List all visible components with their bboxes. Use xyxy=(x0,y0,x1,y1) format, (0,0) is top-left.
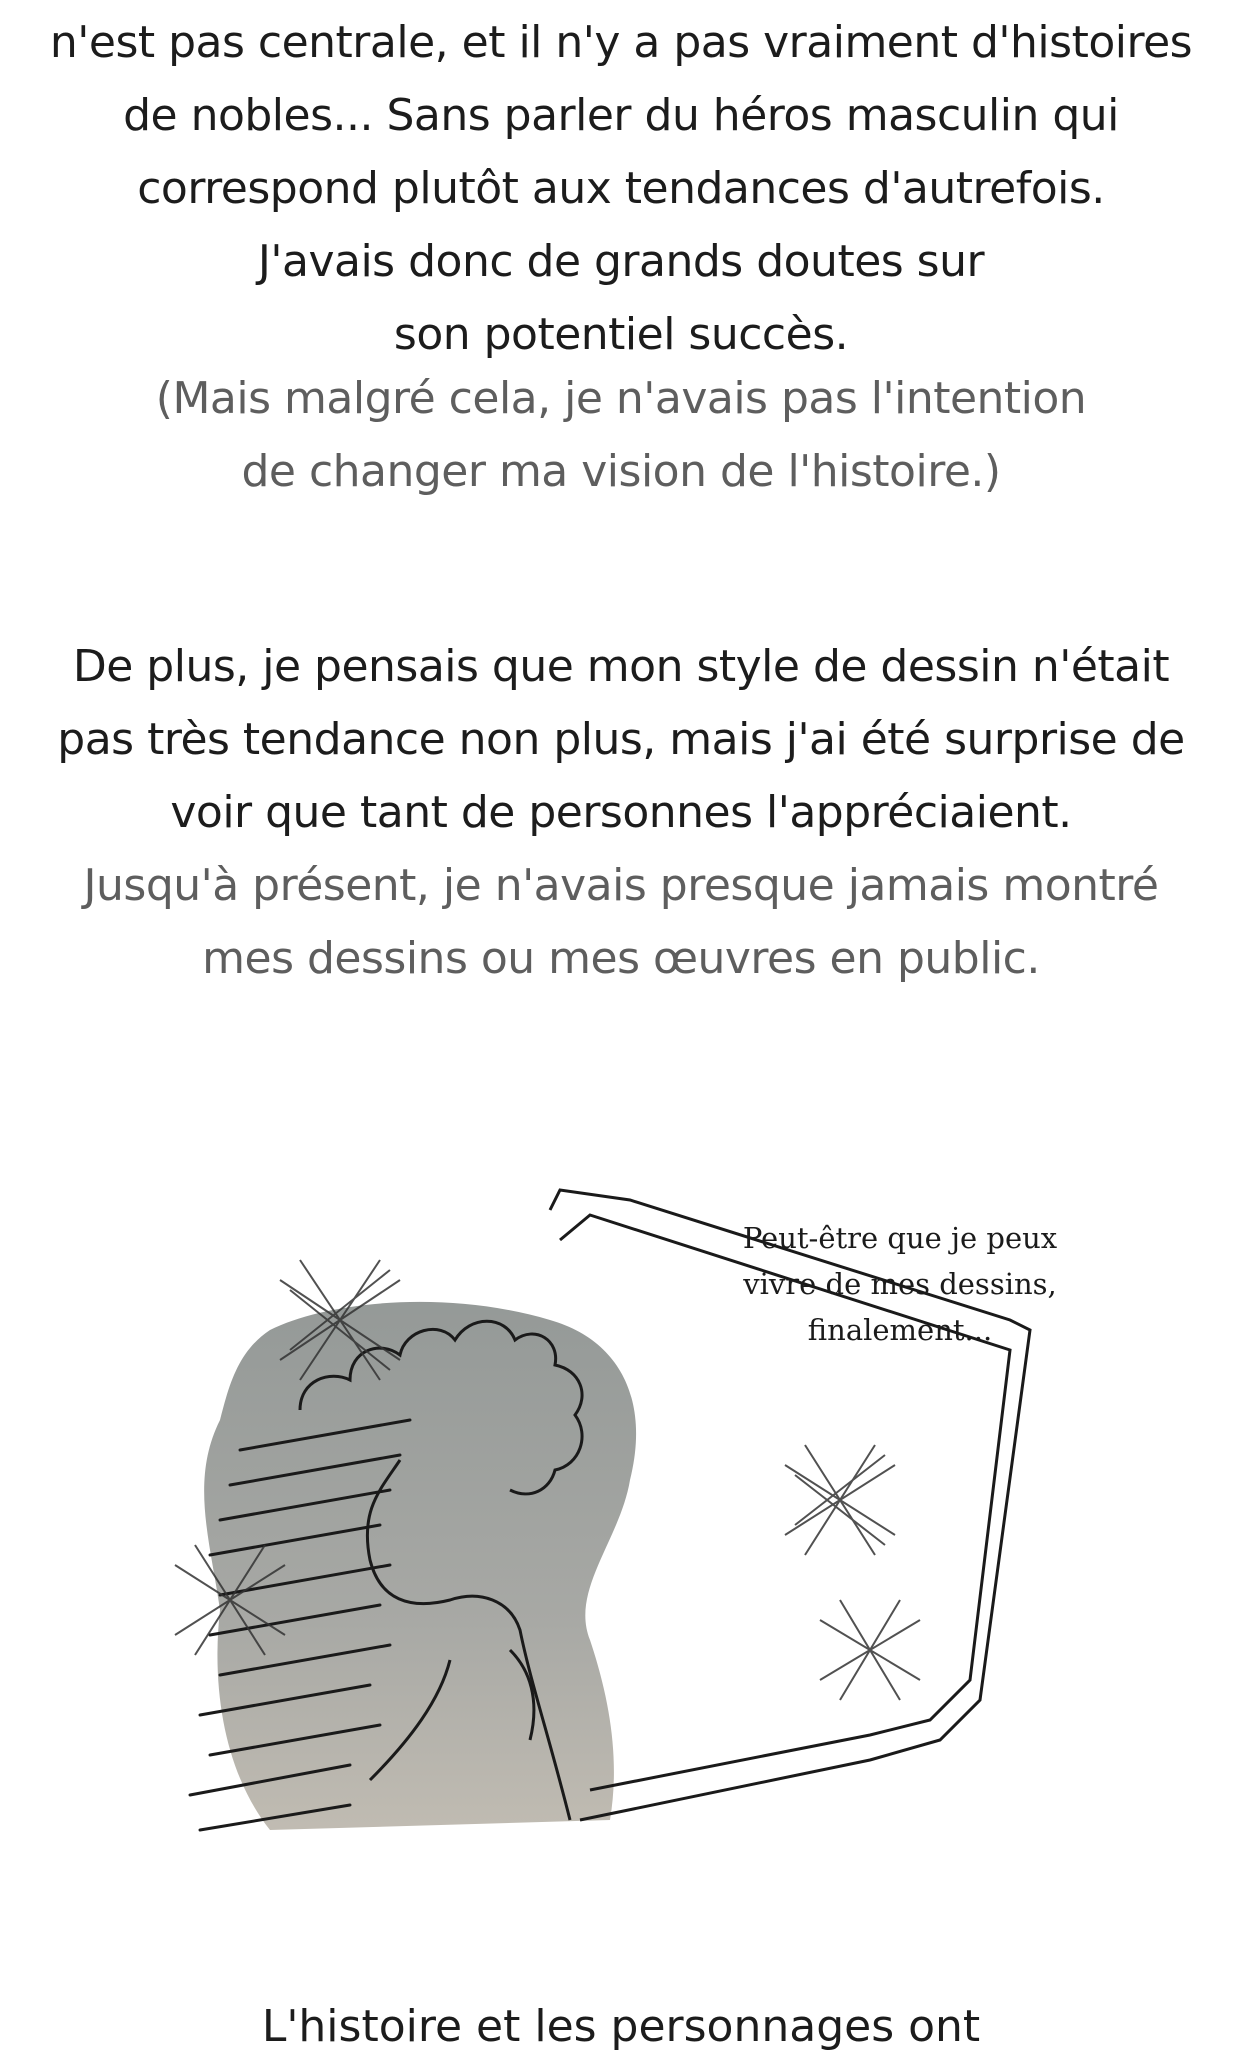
paragraph-1-aside xyxy=(0,362,1242,508)
aside-line: de changer ma vision de l'histoire.) xyxy=(241,446,1001,497)
text-line: voir que tant de personnes l'appréciaient. xyxy=(170,787,1072,838)
sparkle-icon xyxy=(785,1445,895,1555)
speech-line: vivre de mes dessins, xyxy=(743,1267,1057,1301)
text-line: n'est pas centrale, et il n'y a pas vraiment d'histoires xyxy=(49,17,1193,68)
aside-line: Jusqu'à présent, je n'avais presque jamais montré xyxy=(83,860,1159,911)
text-line: de nobles... Sans parler du héros masculin qui xyxy=(123,90,1119,141)
paragraph-2 xyxy=(0,630,1242,849)
text-line: pas très tendance non plus, mais j'ai été surprise de xyxy=(57,714,1185,765)
text-line: J'avais donc de grands doutes sur xyxy=(257,236,985,287)
text-line: correspond plutôt aux tendances d'autrefois. xyxy=(137,163,1105,214)
speech-line: finalement... xyxy=(807,1313,993,1347)
silhouette-shape xyxy=(204,1302,636,1830)
sparkle-icon xyxy=(820,1600,920,1700)
text-line: De plus, je pensais que mon style de dessin n'était xyxy=(72,641,1170,692)
text-line: son potentiel succès. xyxy=(393,309,849,360)
speech-bubble xyxy=(690,1215,1110,1353)
bottom-cut-text: L'histoire et les personnages ont xyxy=(261,2001,981,2052)
paragraph-2-aside xyxy=(0,849,1242,995)
speech-line: Peut-être que je peux xyxy=(742,1221,1058,1255)
aside-line: (Mais malgré cela, je n'avais pas l'intention xyxy=(155,373,1087,424)
paragraph-1 xyxy=(0,6,1242,371)
aside-line: mes dessins ou mes œuvres en public. xyxy=(202,933,1040,984)
